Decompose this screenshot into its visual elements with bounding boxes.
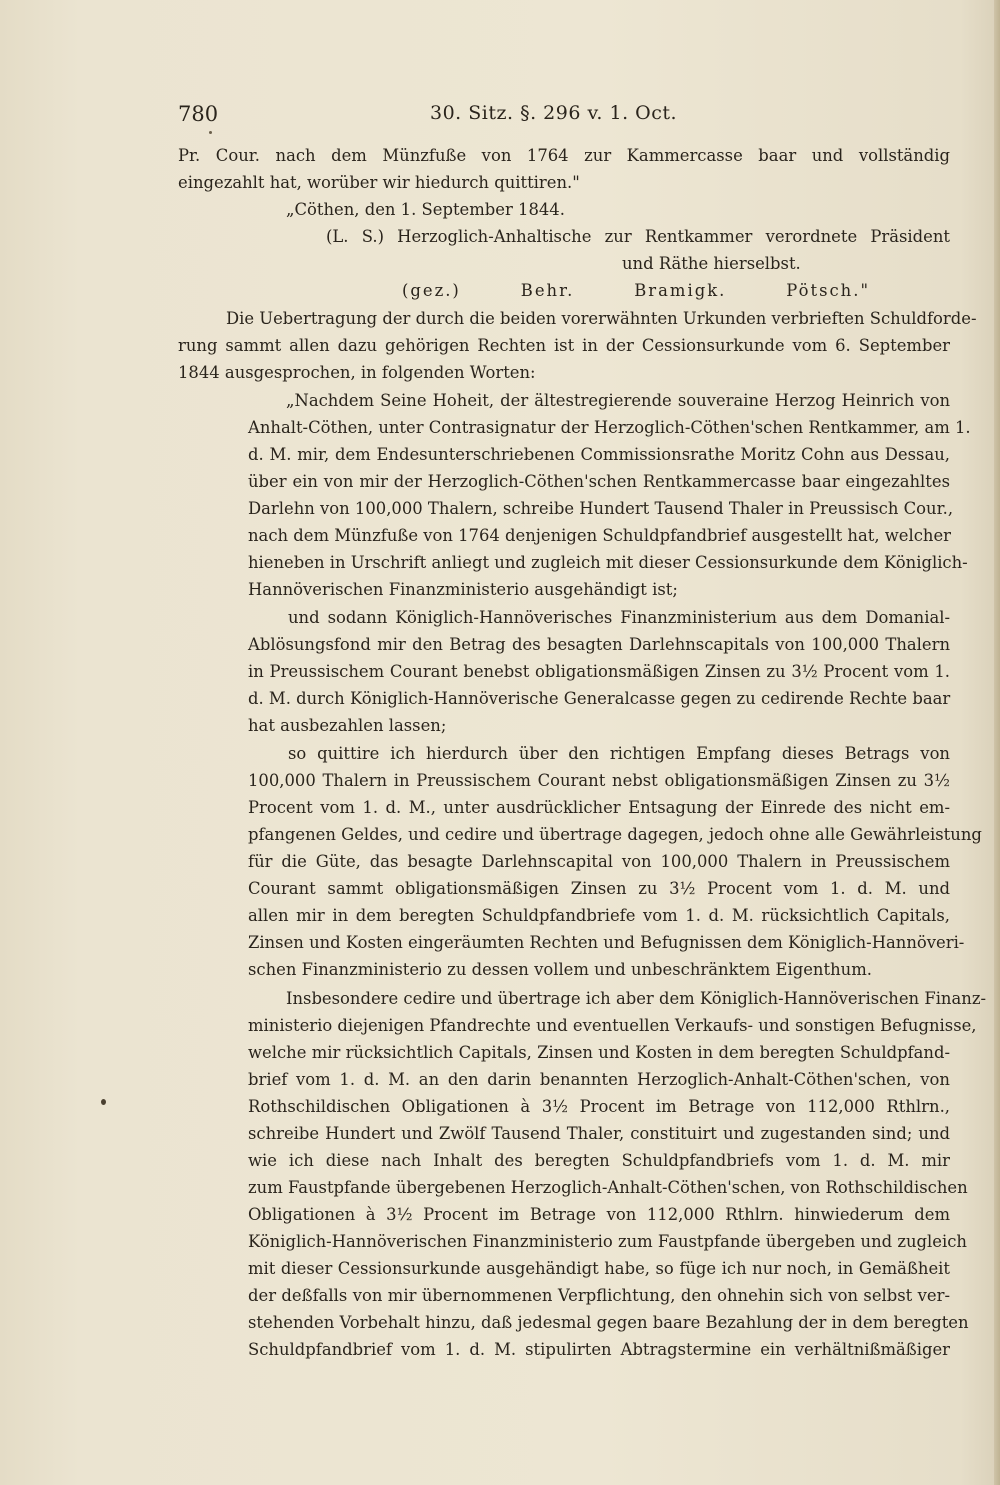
text-line: mit dieser Cessionsurkunde ausgehändigt habe, so füge ich nur noch, in Gemäßheit xyxy=(248,1259,950,1278)
text-line: 1844 ausgesprochen, in folgenden Worten: xyxy=(178,363,536,382)
text-line: Ablösungsfond mir den Betrag des besagten Darlehnscapitals von 100,000 Thalern xyxy=(248,635,950,654)
text-line: über ein von mir der Herzoglich-Cöthen'schen Rentkammercasse baar eingezahltes xyxy=(248,472,950,491)
text-line: Zinsen und Kosten eingeräumten Rechten und Befugnissen dem Königlich-Hannöveri- xyxy=(248,933,965,952)
text-line: schreibe Hundert und Zwölf Tausend Thaler, constituirt und zugestanden sind; und xyxy=(248,1124,950,1143)
text-line: so quittire ich hierdurch über den richtigen Empfang dieses Betrags von xyxy=(288,744,950,763)
text-line: brief vom 1. d. M. an den darin benannten Herzoglich-Anhalt-Cöthen'schen, von xyxy=(248,1070,950,1089)
text-line: Insbesondere cedire und übertrage ich aber dem Königlich-Hannöverischen Finanz- xyxy=(286,989,986,1008)
text-line: stehenden Vorbehalt hinzu, daß jedesmal gegen baare Bezahlung der in dem beregten xyxy=(248,1313,969,1332)
text-line: Darlehn von 100,000 Thalern, schreibe Hundert Tausend Thaler in Preussisch Cour., xyxy=(248,499,954,518)
signatures-line: (gez.) Behr. Bramigk. Pötsch." xyxy=(402,281,870,300)
ink-speck xyxy=(101,1099,106,1105)
text-line: welche mir rücksichtlich Capitals, Zinsen und Kosten in dem beregten Schuldpfand- xyxy=(248,1043,950,1062)
date-line: „Cöthen, den 1. September 1844. xyxy=(286,200,565,219)
text-line: wie ich diese nach Inhalt des beregten Schuldpfandbriefs vom 1. d. M. mir xyxy=(248,1151,950,1170)
text-line: Die Uebertragung der durch die beiden vorerwähnten Urkunden verbrieften Schuldforde- xyxy=(226,309,977,328)
text-line: hieneben in Urschrift anliegt und zugleich mit dieser Cessionsurkunde dem Königlich- xyxy=(248,553,968,572)
text-line: Rothschildischen Obligationen à 3½ Procent im Betrage von 112,000 Rthlrn., xyxy=(248,1097,950,1116)
text-line: für die Güte, das besagte Darlehnscapital von 100,000 Thalern in Preussischem xyxy=(248,852,950,871)
text-line: d. M. durch Königlich-Hannöverische Generalcasse gegen zu cedirende Rechte baar xyxy=(248,689,951,708)
page-edge xyxy=(994,0,1000,1485)
text-line: schen Finanzministerio zu dessen vollem und unbeschränktem Eigenthum. xyxy=(248,960,872,979)
text-line: d. M. mir, dem Endesunterschriebenen Commissionsrathe Moritz Cohn aus Dessau, xyxy=(248,445,950,464)
text-line: Procent vom 1. d. M., unter ausdrücklicher Entsagung der Einrede des nicht em- xyxy=(248,798,950,817)
ink-speck xyxy=(209,131,212,134)
text-line: und sodann Königlich-Hannöverisches Finanzministerium aus dem Domanial- xyxy=(288,608,950,627)
running-head: 30. Sitz. §. 296 v. 1. Oct. xyxy=(430,102,678,124)
text-line: nach dem Münzfuße von 1764 denjenigen Schuldpfandbrief ausgestellt hat, welcher xyxy=(248,526,952,545)
page-number: 780 xyxy=(178,102,219,126)
text-line: Königlich-Hannöverischen Finanzministerio zum Faustpfande übergeben und zugleich xyxy=(248,1232,967,1251)
text-line: rung sammt allen dazu gehörigen Rechten ist in der Cessionsurkunde vom 6. September xyxy=(178,336,950,355)
page-header xyxy=(178,102,948,132)
text-line: pfangenen Geldes, und cedire und übertrage dagegen, jedoch ohne alle Gewährleistung xyxy=(248,825,982,844)
text-line: Obligationen à 3½ Procent im Betrage von 112,000 Rthlrn. hinwiederum dem xyxy=(248,1205,950,1224)
text-line: zum Faustpfande übergebenen Herzoglich-Anhalt-Cöthen'schen, von Rothschildischen xyxy=(248,1178,968,1197)
text-line: Courant sammt obligationsmäßigen Zinsen zu 3½ Procent vom 1. d. M. und xyxy=(248,879,950,898)
text-line: in Preussischem Courant benebst obligationsmäßigen Zinsen zu 3½ Procent vom 1. xyxy=(248,662,950,681)
signatory-line: und Räthe hierselbst. xyxy=(622,254,801,273)
text-line: Anhalt-Cöthen, unter Contrasignatur der Herzoglich-Cöthen'schen Rentkammer, am 1. xyxy=(248,418,971,437)
text-line: „Nachdem Seine Hoheit, der ältestregierende souveraine Herzog Heinrich von xyxy=(286,391,950,410)
text-line: ministerio diejenigen Pfandrechte und eventuellen Verkaufs- und sonstigen Befugnisse, xyxy=(248,1016,977,1035)
text-line: der deßfalls von mir übernommenen Verpflichtung, den ohnehin sich von selbst ver- xyxy=(248,1286,950,1305)
seal-line: (L. S.) Herzoglich-Anhaltische zur Rentkammer verordnete Präsident xyxy=(326,227,950,246)
text-line: 100,000 Thalern in Preussischem Courant nebst obligationsmäßigen Zinsen zu 3½ xyxy=(248,771,950,790)
text-line: eingezahlt hat, worüber wir hiedurch quittiren." xyxy=(178,173,580,192)
text-line: hat ausbezahlen lassen; xyxy=(248,716,447,735)
text-line: Schuldpfandbrief vom 1. d. M. stipulirten Abtragstermine ein verhältnißmäßiger xyxy=(248,1340,950,1359)
text-line: Hannöverischen Finanzministerio ausgehändigt ist; xyxy=(248,580,678,599)
text-line: allen mir in dem beregten Schuldpfandbriefe vom 1. d. M. rücksichtlich Capitals, xyxy=(248,906,950,925)
text-line: Pr. Cour. nach dem Münzfuße von 1764 zur Kammercasse baar und vollständig xyxy=(178,146,950,165)
